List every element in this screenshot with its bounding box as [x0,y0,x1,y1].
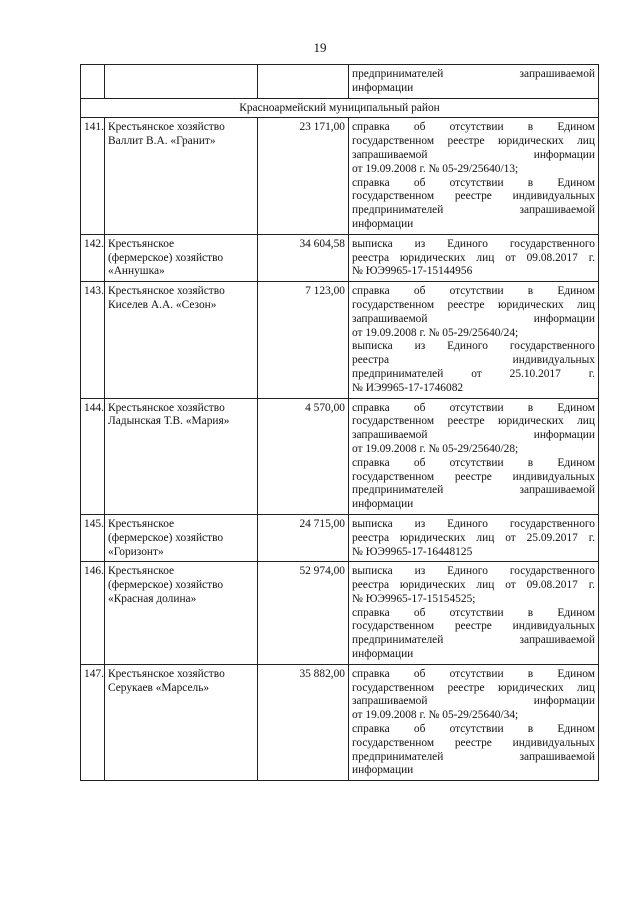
farm-name-line: Крестьянское [108,237,175,250]
doc-line: № ЮЭ9965-17-15144956 [352,265,473,278]
row-number: 145. [81,514,105,561]
documents [349,398,599,514]
amount: 34 604,58 [258,234,349,281]
row-number: 143. [81,282,105,398]
doc-line: государственном реестре юридических лиц [352,135,595,148]
doc-line: справка об отсутствии в Едином [352,667,595,680]
table-row [81,562,599,665]
registry-table [80,64,599,781]
documents [349,664,599,780]
doc-line: государственном реестре индивидуальных [352,736,595,749]
doc-line: реестра юридических лиц от 09.08.2017 г. [352,579,595,592]
row-number: 147. [81,664,105,780]
doc-line: запрашиваемой информации [352,695,595,708]
farm-name [105,118,258,234]
cell-documents [349,65,599,99]
farm-name-line: Крестьянское хозяйство [108,121,225,134]
documents [349,118,599,234]
doc-line: предпринимателей запрашиваемой [352,484,595,497]
doc-line: запрашиваемой информации [352,148,595,161]
table-row [81,118,599,234]
doc-line: № ЮЭ9965-17-16448125 [352,545,473,558]
farm-name-line: «Горизонт» [108,545,164,558]
documents [349,234,599,281]
farm-name-line: Крестьянское хозяйство [108,401,225,414]
doc-line: реестра индивидуальных [352,354,595,367]
amount: 52 974,00 [258,562,349,665]
doc-line: от 19.09.2008 г. № 05-29/25640/24; [352,326,519,339]
farm-name-line: «Красная долина» [108,592,197,605]
doc-line: запрашиваемой информации [352,312,595,325]
doc-line: от 19.09.2008 г. № 05-29/25640/13; [352,162,519,175]
farm-name-line: Крестьянское хозяйство [108,667,225,680]
doc-line: предпринимателей запрашиваемой [352,204,595,217]
cell-num [81,65,105,99]
farm-name [105,282,258,398]
farm-name-line: (фермерское) хозяйство [108,531,224,544]
doc-line: государственном реестре индивидуальных [352,470,595,483]
doc-line: информации [352,81,414,94]
row-number: 146. [81,562,105,665]
doc-line: от 19.09.2008 г. № 05-29/25640/34; [352,709,519,722]
amount: 24 715,00 [258,514,349,561]
doc-line: государственном реестре юридических лиц [352,415,595,428]
doc-line: справка об отсутствии в Едином [352,121,595,134]
doc-line: выписка из Единого государственного [352,565,595,578]
doc-line: информации [352,217,414,230]
farm-name-line: Крестьянское хозяйство [108,285,225,298]
doc-line: государственном реестре индивидуальных [352,620,595,633]
doc-line: выписка из Единого государственного [352,237,595,250]
farm-name [105,234,258,281]
doc-line: государственном реестре индивидуальных [352,190,595,203]
doc-line: справка об отсутствии в Едином [352,606,595,619]
doc-line: справка об отсутствии в Едином [352,456,595,469]
table-row [81,282,599,398]
doc-line: реестра юридических лиц от 25.09.2017 г. [352,531,595,544]
doc-line: государственном реестре юридических лиц [352,298,595,311]
documents [349,562,599,665]
page-number: 19 [313,40,327,55]
documents [349,514,599,561]
doc-line: справка об отсутствии в Едином [352,723,595,736]
doc-line: предпринимателей запрашиваемой [352,634,595,647]
doc-line: предпринимателей запрашиваемой [352,750,595,763]
amount: 35 882,00 [258,664,349,780]
doc-line: информации [352,764,414,777]
doc-line: запрашиваемой информации [352,429,595,442]
row-number: 144. [81,398,105,514]
doc-line: выписка из Единого государственного [352,517,595,530]
farm-name [105,562,258,665]
doc-line: справка об отсутствии в Едином [352,401,595,414]
table-row-continued [81,65,599,99]
table-row [81,398,599,514]
row-number: 142. [81,234,105,281]
farm-name [105,664,258,780]
doc-line: реестра юридических лиц от 09.08.2017 г. [352,251,595,264]
table-row [81,664,599,780]
amount: 7 123,00 [258,282,349,398]
farm-name [105,398,258,514]
doc-line: № ЮЭ9965-17-15154525; [352,592,476,605]
farm-name-line: Валлит В.А. «Гранит» [108,135,216,148]
section-title: Красноармейский муниципальный район [81,98,599,118]
doc-line: справка об отсутствии в Едином [352,176,595,189]
row-number: 141. [81,118,105,234]
doc-line: от 19.09.2008 г. № 05-29/25640/28; [352,442,519,455]
doc-line: выписка из Единого государственного [352,340,595,353]
cell-name [105,65,258,99]
doc-line: информации [352,498,414,511]
doc-line: № ИЭ9965-17-1746082 [352,381,464,394]
doc-line: предпринимателей от 25.10.2017 г. [352,367,595,380]
amount: 4 570,00 [258,398,349,514]
cell-amount [258,65,349,99]
section-row [81,98,599,118]
documents [349,282,599,398]
farm-name-line: Серукаев «Марсель» [108,681,210,694]
table-row [81,514,599,561]
table-row [81,234,599,281]
farm-name-line: (фермерское) хозяйство [108,251,224,264]
farm-name-line: Ладынская Т.В. «Мария» [108,415,230,428]
doc-line: справка об отсутствии в Едином [352,285,595,298]
farm-name-line: «Аннушка» [108,265,165,278]
doc-line: информации [352,648,414,661]
farm-name-line: Крестьянское [108,565,175,578]
farm-name-line: (фермерское) хозяйство [108,579,224,592]
farm-name-line: Киселев А.А. «Сезон» [108,298,217,311]
farm-name [105,514,258,561]
doc-line: государственном реестре юридических лиц [352,681,595,694]
doc-line: предпринимателей запрашиваемой [352,68,595,80]
amount: 23 171,00 [258,118,349,234]
farm-name-line: Крестьянское [108,517,175,530]
